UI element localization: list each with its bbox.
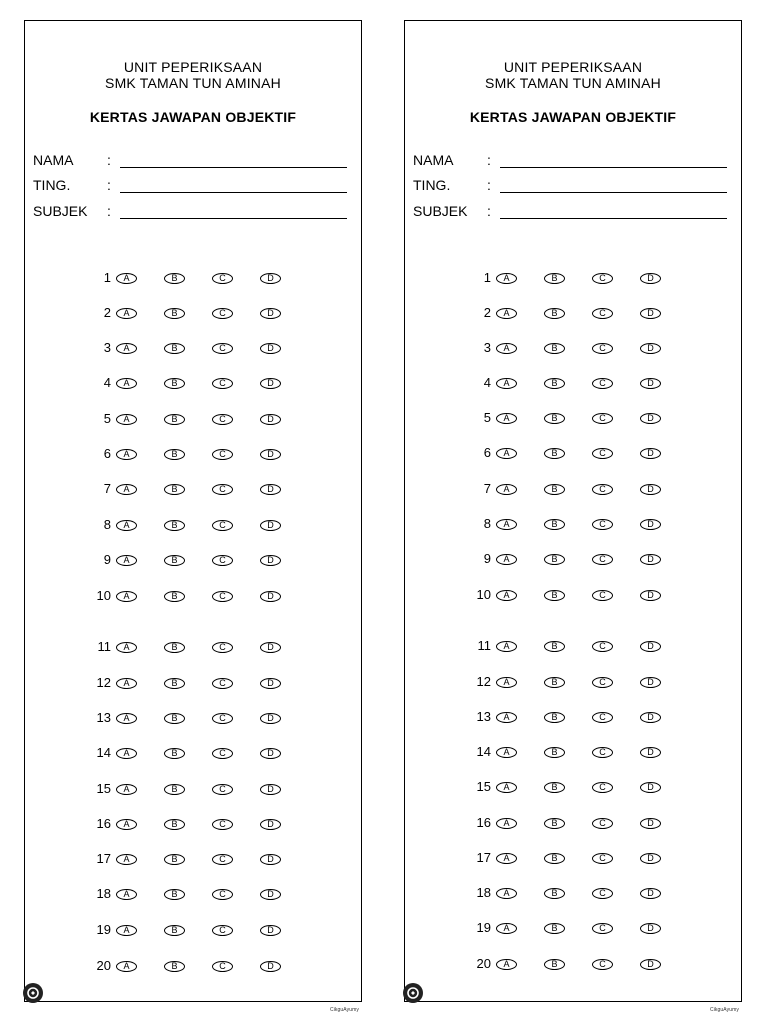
answer-bubble-c[interactable]: C [212,484,233,495]
answer-bubble-b[interactable]: B [164,449,185,460]
write-in-line[interactable] [500,218,727,219]
answer-bubble-b[interactable]: B [164,961,185,972]
form-field [413,177,727,197]
answer-bubble-d[interactable]: D [260,308,281,319]
answer-bubble-a[interactable]: A [496,590,517,601]
watermark-text: CikguAyumy [330,1007,359,1013]
answer-bubble-d[interactable]: D [640,484,661,495]
answer-bubble-a[interactable]: A [116,591,137,602]
question-row [405,271,743,287]
question-row [25,306,363,322]
answer-bubble-c[interactable]: C [212,819,233,830]
question-row [405,552,743,568]
question-number: 6 [103,446,111,461]
answer-bubble-b[interactable]: B [544,273,565,284]
question-row [25,412,363,428]
header-unit: UNIT PEPERIKSAAN [503,59,643,75]
answer-bubble-c[interactable]: C [592,782,613,793]
answer-bubble-d[interactable]: D [640,712,661,723]
answer-bubble-c[interactable]: C [592,484,613,495]
question-row [405,588,743,604]
answer-bubble-c[interactable]: C [212,642,233,653]
answer-bubble-c[interactable]: C [212,678,233,689]
answer-bubble-d[interactable]: D [260,484,281,495]
form-field [33,177,347,197]
answer-bubble-c[interactable]: C [212,555,233,566]
question-number: 4 [483,375,491,390]
answer-bubble-d[interactable]: D [260,819,281,830]
question-number: 8 [483,516,491,531]
answer-bubble-b[interactable]: B [544,677,565,688]
answer-bubble-a[interactable]: A [116,961,137,972]
answer-bubble-b[interactable]: B [164,925,185,936]
publisher-logo-icon [23,983,43,1003]
answer-bubble-c[interactable]: C [592,519,613,530]
field-label: NAMA [33,152,74,168]
answer-bubble-b[interactable]: B [544,888,565,899]
question-number: 4 [103,375,111,390]
question-row [25,271,363,287]
answer-bubble-a[interactable]: A [496,413,517,424]
answer-bubble-c[interactable]: C [592,747,613,758]
question-number: 18 [476,885,491,900]
answer-bubble-c[interactable]: C [212,961,233,972]
answer-bubble-c[interactable]: C [592,677,613,688]
answer-bubble-b[interactable]: B [164,854,185,865]
answer-bubble-d[interactable]: D [640,923,661,934]
answer-bubble-b[interactable]: B [544,818,565,829]
answer-bubble-c[interactable]: C [592,818,613,829]
name-field [33,152,347,172]
answer-bubble-d[interactable]: D [640,747,661,758]
question-row [25,711,363,727]
question-row [25,640,363,656]
answer-bubble-c[interactable]: C [592,378,613,389]
question-number: 3 [103,340,111,355]
answer-bubble-c[interactable]: C [212,591,233,602]
answer-bubble-d[interactable]: D [640,959,661,970]
answer-bubble-d[interactable]: D [260,449,281,460]
answer-bubble-d[interactable]: D [640,590,661,601]
answer-sheet-right [404,20,742,1002]
question-row [405,957,743,973]
question-number: 20 [96,958,111,973]
answer-bubble-a[interactable]: A [116,308,137,319]
question-row [25,676,363,692]
answer-bubble-a[interactable]: A [496,747,517,758]
question-number: 13 [96,710,111,725]
answer-bubble-a[interactable]: A [116,854,137,865]
answer-bubble-a[interactable]: A [496,519,517,530]
answer-bubble-d[interactable]: D [260,555,281,566]
answer-bubble-b[interactable]: B [544,519,565,530]
answer-bubble-d[interactable]: D [640,818,661,829]
answer-bubble-c[interactable]: C [592,853,613,864]
write-in-line[interactable] [500,192,727,193]
question-number: 15 [96,781,111,796]
answer-bubble-d[interactable]: D [260,678,281,689]
question-number: 1 [103,270,111,285]
answer-bubble-a[interactable]: A [496,818,517,829]
field-label: TING. [413,177,451,193]
answer-bubble-a[interactable]: A [116,343,137,354]
answer-bubble-d[interactable]: D [640,782,661,793]
answer-bubble-c[interactable]: C [592,308,613,319]
question-number: 9 [103,552,111,567]
question-number: 18 [96,886,111,901]
answer-bubble-d[interactable]: D [260,784,281,795]
field-colon: : [107,203,111,219]
answer-bubble-a[interactable]: A [496,888,517,899]
answer-bubble-a[interactable]: A [116,925,137,936]
answer-bubble-c[interactable]: C [592,590,613,601]
question-row [405,517,743,533]
question-row [25,553,363,569]
field-label: TING. [33,177,71,193]
question-row [25,746,363,762]
answer-bubble-b[interactable]: B [544,747,565,758]
answer-bubble-a[interactable]: A [496,712,517,723]
answer-bubble-c[interactable]: C [212,784,233,795]
question-row [25,589,363,605]
question-number: 6 [483,445,491,460]
answer-bubble-c[interactable]: C [212,308,233,319]
answer-bubble-d[interactable]: D [260,961,281,972]
answer-bubble-b[interactable]: B [544,923,565,934]
answer-bubble-d[interactable]: D [640,308,661,319]
header-school: SMK TAMAN TUN AMINAH [485,75,661,91]
answer-bubble-b[interactable]: B [164,748,185,759]
answer-bubble-c[interactable]: C [592,273,613,284]
answer-bubble-b[interactable]: B [544,712,565,723]
question-number: 1 [483,270,491,285]
answer-bubble-c[interactable]: C [592,923,613,934]
question-number: 7 [103,481,111,496]
answer-bubble-b[interactable]: B [544,853,565,864]
question-number: 5 [483,410,491,425]
question-number: 9 [483,551,491,566]
question-row [405,780,743,796]
question-number: 10 [476,587,491,602]
answer-bubble-c[interactable]: C [212,343,233,354]
question-number: 8 [103,517,111,532]
answer-bubble-c[interactable]: C [592,343,613,354]
answer-bubble-d[interactable]: D [640,888,661,899]
answer-bubble-c[interactable]: C [592,641,613,652]
answer-bubble-d[interactable]: D [640,519,661,530]
answer-bubble-b[interactable]: B [164,484,185,495]
answer-bubble-c[interactable]: C [212,520,233,531]
write-in-line[interactable] [120,218,347,219]
answer-bubble-d[interactable]: D [640,273,661,284]
answer-bubble-a[interactable]: A [116,414,137,425]
header-school: SMK TAMAN TUN AMINAH [105,75,281,91]
answer-bubble-d[interactable]: D [640,641,661,652]
answer-bubble-a[interactable]: A [496,641,517,652]
answer-bubble-d[interactable]: D [640,853,661,864]
answer-bubble-d[interactable]: D [260,591,281,602]
answer-bubble-a[interactable]: A [116,484,137,495]
answer-bubble-b[interactable]: B [544,484,565,495]
answer-bubble-c[interactable]: C [212,713,233,724]
answer-bubble-a[interactable]: A [496,677,517,688]
question-number: 19 [476,920,491,935]
answer-bubble-a[interactable]: A [116,273,137,284]
question-row [405,886,743,902]
question-row [405,376,743,392]
answer-bubble-d[interactable]: D [260,748,281,759]
answer-bubble-b[interactable]: B [164,784,185,795]
question-number: 2 [483,305,491,320]
answer-bubble-c[interactable]: C [592,888,613,899]
field-label: SUBJEK [413,203,468,219]
answer-bubble-b[interactable]: B [544,308,565,319]
answer-bubble-a[interactable]: A [116,520,137,531]
question-row [405,306,743,322]
question-row [25,447,363,463]
answer-bubble-a[interactable]: A [496,378,517,389]
write-in-line[interactable] [500,167,727,168]
answer-bubble-b[interactable]: B [544,378,565,389]
answer-bubble-d[interactable]: D [260,273,281,284]
answer-bubble-c[interactable]: C [592,413,613,424]
answer-bubble-b[interactable]: B [544,554,565,565]
answer-bubble-c[interactable]: C [212,449,233,460]
subject-field [413,203,727,223]
question-number: 2 [103,305,111,320]
answer-bubble-c[interactable]: C [592,959,613,970]
answer-bubble-b[interactable]: B [544,413,565,424]
answer-bubble-a[interactable]: A [496,923,517,934]
answer-bubble-a[interactable]: A [116,784,137,795]
answer-bubble-b[interactable]: B [164,343,185,354]
answer-bubble-d[interactable]: D [260,378,281,389]
answer-bubble-d[interactable]: D [260,520,281,531]
question-row [25,923,363,939]
answer-bubble-c[interactable]: C [212,378,233,389]
field-label: SUBJEK [33,203,88,219]
answer-bubble-a[interactable]: A [116,449,137,460]
question-row [25,482,363,498]
answer-bubble-d[interactable]: D [640,677,661,688]
field-colon: : [487,203,491,219]
question-row [405,745,743,761]
question-number: 19 [96,922,111,937]
question-row [405,639,743,655]
answer-bubble-b[interactable]: B [164,308,185,319]
answer-bubble-c[interactable]: C [592,712,613,723]
field-label: NAMA [413,152,454,168]
question-row [405,675,743,691]
field-colon: : [487,177,491,193]
answer-bubble-b[interactable]: B [164,555,185,566]
answer-bubble-a[interactable]: A [496,448,517,459]
question-number: 14 [476,744,491,759]
question-number: 14 [96,745,111,760]
question-number: 16 [96,816,111,831]
answer-bubble-d[interactable]: D [260,343,281,354]
answer-bubble-b[interactable]: B [164,591,185,602]
answer-bubble-a[interactable]: A [496,484,517,495]
answer-bubble-b[interactable]: B [544,590,565,601]
answer-bubble-a[interactable]: A [496,273,517,284]
question-row [25,959,363,975]
answer-bubble-d[interactable]: D [640,378,661,389]
answer-bubble-b[interactable]: B [544,959,565,970]
answer-bubble-a[interactable]: A [496,853,517,864]
answer-bubble-a[interactable]: A [116,642,137,653]
question-number: 10 [96,588,111,603]
write-in-line[interactable] [120,167,347,168]
answer-bubble-d[interactable]: D [640,554,661,565]
answer-bubble-b[interactable]: B [164,414,185,425]
answer-bubble-b[interactable]: B [164,520,185,531]
question-number: 17 [476,850,491,865]
answer-bubble-b[interactable]: B [164,678,185,689]
answer-bubble-c[interactable]: C [212,925,233,936]
question-row [405,816,743,832]
question-number: 5 [103,411,111,426]
answer-bubble-a[interactable]: A [116,378,137,389]
answer-bubble-a[interactable]: A [116,819,137,830]
question-number: 13 [476,709,491,724]
answer-bubble-a[interactable]: A [116,713,137,724]
field-colon: : [487,152,491,168]
answer-bubble-c[interactable]: C [212,414,233,425]
answer-bubble-a[interactable]: A [496,308,517,319]
answer-bubble-d[interactable]: D [260,889,281,900]
answer-bubble-a[interactable]: A [496,343,517,354]
answer-bubble-b[interactable]: B [164,713,185,724]
write-in-line[interactable] [120,192,347,193]
question-number: 12 [476,674,491,689]
publisher-logo-icon [403,983,423,1003]
question-number: 11 [97,639,111,654]
name-field [413,152,727,172]
answer-bubble-a[interactable]: A [496,782,517,793]
answer-bubble-a[interactable]: A [116,678,137,689]
question-row [405,411,743,427]
header-unit: UNIT PEPERIKSAAN [123,59,263,75]
field-colon: : [107,152,111,168]
subject-field [33,203,347,223]
question-row [25,341,363,357]
answer-bubble-a[interactable]: A [116,748,137,759]
answer-bubble-c[interactable]: C [212,273,233,284]
question-number: 12 [96,675,111,690]
question-row [405,710,743,726]
answer-bubble-b[interactable]: B [544,448,565,459]
answer-bubble-b[interactable]: B [544,782,565,793]
answer-bubble-d[interactable]: D [640,413,661,424]
question-number: 17 [96,851,111,866]
question-row [25,376,363,392]
answer-bubble-a[interactable]: A [116,555,137,566]
header-title: KERTAS JAWAPAN OBJEKTIF [469,109,677,125]
question-row [405,446,743,462]
answer-bubble-b[interactable]: B [544,343,565,354]
answer-bubble-b[interactable]: B [164,273,185,284]
answer-bubble-c[interactable]: C [212,854,233,865]
answer-bubble-c[interactable]: C [592,554,613,565]
answer-sheet-left [24,20,362,1002]
question-number: 20 [476,956,491,971]
answer-bubble-d[interactable]: D [260,713,281,724]
question-row [25,887,363,903]
question-row [25,518,363,534]
question-row [405,482,743,498]
question-number: 3 [483,340,491,355]
watermark-text: CikguAyumy [710,1007,739,1013]
answer-bubble-a[interactable]: A [496,959,517,970]
answer-bubble-b[interactable]: B [164,819,185,830]
question-row [25,782,363,798]
question-number: 11 [477,638,491,653]
answer-bubble-c[interactable]: C [592,448,613,459]
question-number: 16 [476,815,491,830]
header-title: KERTAS JAWAPAN OBJEKTIF [89,109,297,125]
answer-bubble-d[interactable]: D [640,343,661,354]
answer-bubble-b[interactable]: B [164,642,185,653]
question-row [405,921,743,937]
question-row [25,852,363,868]
answer-bubble-d[interactable]: D [260,925,281,936]
answer-bubble-c[interactable]: C [212,748,233,759]
question-row [405,341,743,357]
question-row [25,817,363,833]
answer-bubble-d[interactable]: D [260,854,281,865]
answer-bubble-b[interactable]: B [544,641,565,652]
question-number: 15 [476,779,491,794]
question-row [405,851,743,867]
answer-bubble-b[interactable]: B [164,378,185,389]
answer-bubble-a[interactable]: A [116,889,137,900]
question-number: 7 [483,481,491,496]
answer-bubble-d[interactable]: D [260,642,281,653]
answer-bubble-c[interactable]: C [212,889,233,900]
answer-bubble-b[interactable]: B [164,889,185,900]
answer-bubble-d[interactable]: D [260,414,281,425]
answer-bubble-a[interactable]: A [496,554,517,565]
field-colon: : [107,177,111,193]
answer-bubble-d[interactable]: D [640,448,661,459]
